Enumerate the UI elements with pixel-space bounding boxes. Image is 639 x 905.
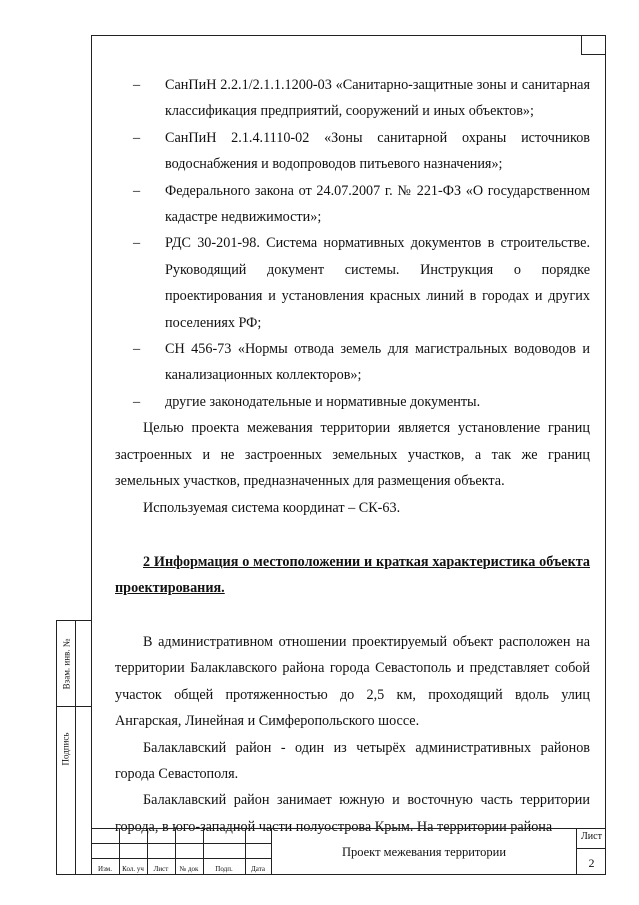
bullet-dash: –	[133, 235, 141, 252]
revision-column-label: Лист	[153, 865, 169, 873]
paragraph: Используемая система координат – СК-63.	[143, 499, 401, 516]
sheet-box	[576, 829, 606, 875]
document-title: Проект межевания территории	[341, 844, 507, 859]
bullet-item	[115, 125, 590, 178]
bullet-text: Федерального закона от 24.07.2007 г. № 221-ФЗ «О государственном кадастре недвижимости»;	[165, 182, 590, 226]
sheet-label: Лист	[581, 831, 602, 842]
bullet-text: СН 456-73 «Нормы отвода земель для магистральных водоводов и канализационных коллекторов»;	[165, 341, 590, 384]
paragraph: Балаклавский район - один из четырёх административных районов города Севастополя.	[115, 739, 590, 782]
title-block	[91, 828, 606, 875]
sheet-number: 2	[588, 856, 595, 870]
bullet-dash: –	[133, 393, 141, 410]
bullet-item	[115, 336, 590, 389]
revision-column-label: Кол. уч	[122, 865, 144, 873]
bullet-dash: –	[133, 129, 141, 146]
document-body	[115, 72, 590, 840]
side-stamp-bottom-label: Подпись	[61, 731, 71, 766]
bullet-text: СанПиН 2.2.1/2.1.1.1200-03 «Санитарно-защитные зоны и санитарная классификация предприятий, сооружений и иных объектов»;	[165, 77, 590, 120]
revision-column-label: Изм.	[98, 865, 112, 873]
paragraph-group-top	[115, 415, 590, 521]
paragraph: Целью проекта межевания территории является установление границ застроенных и не застроенных земельных участков, а так же границ земельных участков, предназначенных для размещения объекта.	[115, 420, 590, 490]
bullet-text: СанПиН 2.1.4.1110-02 «Зоны санитарной охраны источников водоснабжения и водопроводов питьевого назначения»;	[165, 129, 590, 173]
paragraph: В административном отношении проектируемый объект расположен на территории Балаклавского района города Севастополь и представляет собой участок общей протяженностью до 2,5 км, проходящий вдоль улиц Ангарская, Линейная и Симферопольского шоссе.	[115, 633, 590, 730]
bullet-item	[115, 72, 590, 125]
revision-column-label: Подп.	[215, 865, 233, 873]
bullet-item	[115, 230, 590, 336]
corner-box	[581, 35, 606, 55]
revision-grid	[91, 829, 271, 875]
revision-column-label: Дата	[251, 865, 265, 873]
bullet-text: РДС 30-201-98. Система нормативных документов в строительстве. Руководящий документ системы. Инструкция о порядке проектирования и установления красных линий в городах и других поселениях РФ;	[165, 235, 590, 331]
side-stamp	[56, 620, 91, 875]
side-stamp-top-label: Взам. инв. №	[61, 638, 71, 689]
bullet-list	[115, 72, 590, 415]
bullet-dash: –	[133, 182, 141, 199]
paragraph-group-bottom	[115, 629, 590, 840]
bullet-text: другие законодательные и нормативные документы.	[165, 393, 481, 410]
paragraph: Балаклавский район занимает южную и восточную часть территории города, в юго-западной части полуострова Крым. На территории района	[115, 792, 590, 835]
bullet-dash: –	[133, 77, 141, 93]
bullet-dash: –	[133, 341, 141, 358]
section-heading: 2 Информация о местоположении и краткая характеристика объекта проектирования.	[115, 553, 590, 596]
revision-column-label: № док	[179, 865, 199, 873]
bullet-item	[115, 389, 590, 415]
bullet-item	[115, 178, 590, 231]
